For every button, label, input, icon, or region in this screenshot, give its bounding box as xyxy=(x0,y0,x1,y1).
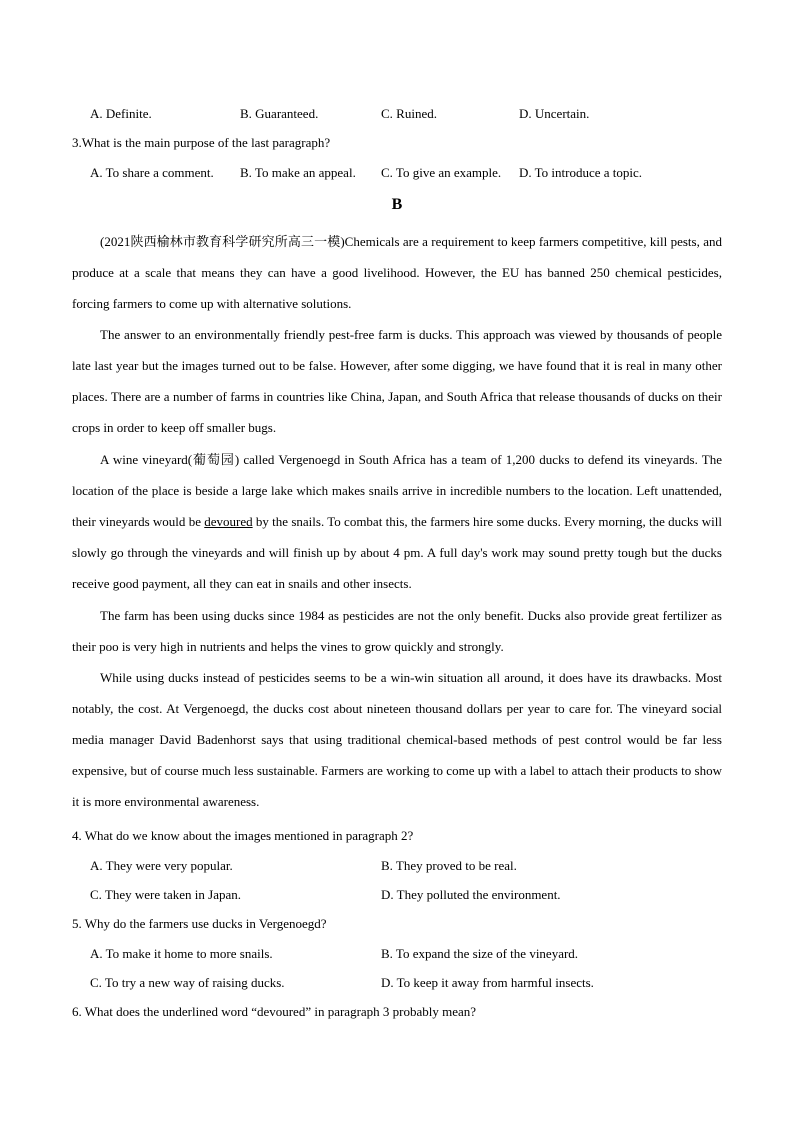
q4-option-b: B. They proved to be real. xyxy=(381,858,517,873)
q3-stem: 3.What is the main purpose of the last paragraph? xyxy=(72,135,331,150)
passage-paragraph-5: While using ducks instead of pesticides seems to be a win-win situation all around, it does have its drawbacks. Most notably, the cost. At Vergenoegd, the ducks cost about nineteen thousand dollars per year to care for. The vineyard social media manager David Badenhorst says that using traditional chemical-based methods of pest control would be far less expensive, but of course much less sustainable. Farmers are working to come up with a label to attach their products to show it is more environmental awareness. xyxy=(72,670,722,809)
q4-option-c: C. They were taken in Japan. xyxy=(90,887,242,902)
q2-option-d: D. Uncertain. xyxy=(519,106,590,121)
q3-option-c: C. To give an example. xyxy=(381,165,502,180)
passage-paragraph-4: The farm has been using ducks since 1984 as pesticides are not the only benefit. Ducks also provide great fertilizer as their poo is very high in nutrients and helps the vines to grow quickly and strongly. xyxy=(72,608,722,654)
q5-option-b: B. To expand the size of the vineyard. xyxy=(381,946,579,961)
q3-option-b: B. To make an appeal. xyxy=(240,165,356,180)
paragraph-3-text-before: A wine vineyard(葡萄园) called Vergenoegd in South Africa has a team of 1,200 ducks to defend its vineyards. The location of the place is beside a large lake which makes snails arrive in incredible numbers to the location. Left unattended, their vineyards would be xyxy=(72,452,722,529)
q2-option-c: C. Ruined. xyxy=(381,106,437,121)
q2-option-a: A. Definite. xyxy=(90,106,152,121)
underlined-word: devoured xyxy=(204,514,253,529)
q3-option-d: D. To introduce a topic. xyxy=(519,165,643,180)
passage-paragraph-3 xyxy=(72,444,722,599)
passage-paragraph-2: The answer to an environmentally friendly pest-free farm is ducks. This approach was viewed by thousands of people late last year but the images turned out to be false. However, after some digging, we have found that it is real in many other places. There are a number of farms in countries like China, Japan, and South Africa that release thousands of ducks on their crops in order to keep off smaller bugs. xyxy=(72,327,722,435)
q5-option-d: D. To keep it away from harmful insects. xyxy=(381,975,594,990)
q4-option-d: D. They polluted the environment. xyxy=(381,887,561,902)
q6-stem: 6. What does the underlined word “devoured” in paragraph 3 probably mean? xyxy=(72,1004,477,1019)
q4-stem: 4. What do we know about the images mentioned in paragraph 2? xyxy=(72,828,414,843)
paragraph-3-text-after: by the snails. To combat this, the farmers hire some ducks. Every morning, the ducks will slowly go through the vineyards and will finish up by about 4 pm. A full day's work may sound pretty tough but the ducks receive good payment, all they can eat in snails and other insects. xyxy=(72,514,722,591)
q4-option-a: A. They were very popular. xyxy=(90,858,233,873)
q5-option-c: C. To try a new way of raising ducks. xyxy=(90,975,285,990)
q5-stem: 5. Why do the farmers use ducks in Vergenoegd? xyxy=(72,916,327,931)
q3-option-a: A. To share a comment. xyxy=(90,165,214,180)
q5-option-a: A. To make it home to more snails. xyxy=(90,946,273,961)
passage-paragraph-1: (2021陕西榆林市教育科学研究所高三一模)Chemicals are a requirement to keep farmers competitive, kill pests, and produce at a scale that means they can have a good livelihood. However, the EU has banned 250 chemical pesticides, forcing farmers to come up with alternative solutions. xyxy=(72,234,722,311)
q2-option-b: B. Guaranteed. xyxy=(240,106,319,121)
section-title: B xyxy=(391,196,403,213)
